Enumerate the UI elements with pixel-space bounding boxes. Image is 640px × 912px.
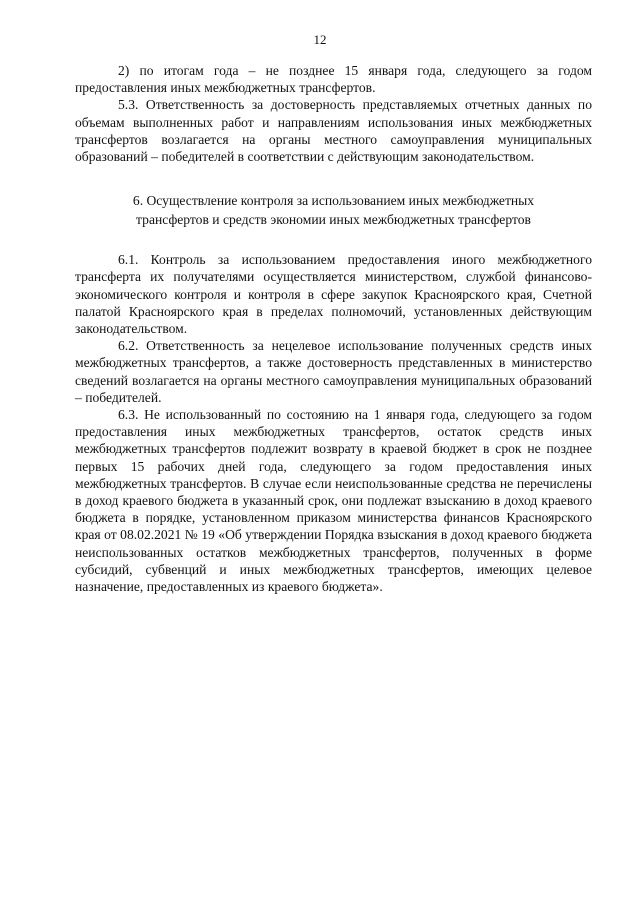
paragraph-reporting-deadline: 2) по итогам года – не позднее 15 января года, следующего за годом предоставления иных межбюджетных трансфертов. <box>75 63 592 96</box>
paragraph-5-3: 5.3. Ответственность за достоверность представляемых отчетных данных по объемам выполненных работ и направлениям использования иных межбюджетных трансфертов возлагается на органы местного самоуправления муниципальных образований – победителей в соответствии с действующим законодательством. <box>75 97 592 165</box>
paragraph-6-1: 6.1. Контроль за использованием предоставления иного межбюджетного трансферта их получателями осуществляется министерством, службой финансово-экономического контроля и контроля в сфере закупок Красноярского края, Счетной палатой Красноярского края в пределах полномочий, установленных действующим законодательством. <box>75 252 592 337</box>
section-heading: 6. Осуществление контроля за использованием иных межбюджетных трансфертов и средств экономии иных межбюджетных трансфертов <box>132 193 535 227</box>
document-body <box>75 62 592 595</box>
page-number: 12 <box>313 32 327 47</box>
paragraph-6-3: 6.3. Не использованный по состоянию на 1 января года, следующего за годом предоставления иных межбюджетных трансфертов, остаток средств иных межбюджетных трансфертов подлежит возврату в краевой бюджет в срок не позднее первых 15 рабочих дней года, следующего за годом предоставления иных межбюджетных трансфертов. В случае если неиспользованные средства не перечислены в доход краевого бюджета в указанный срок, они подлежат взысканию в доход краевого бюджета в порядке, установленном приказом министерства финансов Красноярского края от 08.02.2021 № 19 «Об утверждении Порядка взыскания в доход краевого бюджета неиспользованных остатков межбюджетных трансфертов, полученных в форме субсидий, субвенций и иных межбюджетных трансфертов, имеющих целевое назначение, предоставленных из краевого бюджета». <box>75 407 592 595</box>
paragraph-6-2: 6.2. Ответственность за нецелевое использование полученных средств иных межбюджетных трансфертов, а также достоверность представленных в министерство сведений возлагается на органы местного самоуправления муниципальных образований – победителей. <box>75 338 592 405</box>
